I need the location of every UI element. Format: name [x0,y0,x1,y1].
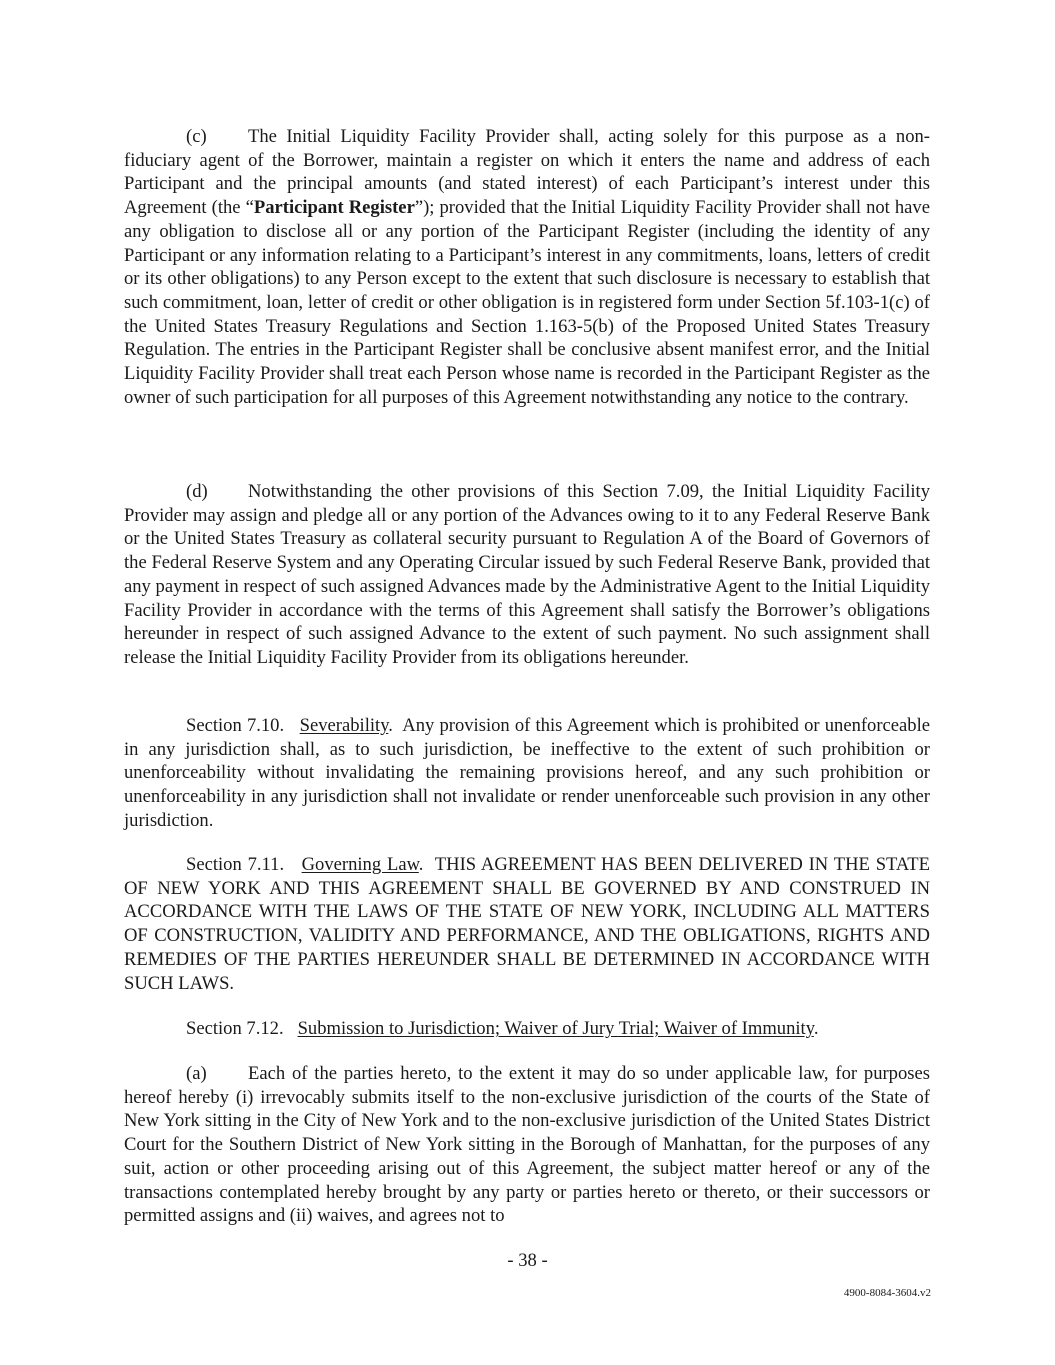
section-7-12-heading: Submission to Jurisdiction; Waiver of Jury Trial; Waiver of Immunity [297,1018,814,1039]
participant-register-term: Participant Register [253,197,415,219]
section-7-12: Section 7.12. Submission to Jurisdiction; Waiver of Jury Trial; Waiver of Immunity. [186,1018,819,1039]
paragraph-d-label: (d) [186,481,208,502]
paragraph-c-label: (c) [186,126,207,147]
section-7-12-number: Section 7.12. [186,1018,284,1039]
paragraph-d [124,480,930,670]
section-7-11-number: Section 7.11. [186,854,285,875]
section-7-10-text: Any provision of this Agreement which is prohibited or unenforceable in any jurisdiction shall, as to such jurisdiction, be ineffective to the extent of such prohibition or unenforceability without invalidating the remaining provisions hereof, and any such prohibition or unenforceability in any jurisdiction shall not invalidate or render unenforceable such provision in any other jurisdiction. [124,715,931,831]
section-7-10: Section 7.10. Severability. Any provision of this Agreement which is prohibited or unenforceable in any jurisdiction shall, as to such jurisdiction, be ineffective to the extent of such prohibition or unenforceability without invalidating the remaining provisions hereof, and any such prohibition or unenforceability in any jurisdiction shall not invalidate or render unenforceable such provision in any other jurisdiction. [124,715,931,831]
section-7-11-heading: Governing Law [301,854,419,875]
document-id: 4900-8084-3604.v2 [843,1287,931,1299]
paragraph-c-text-2: ”); provided that the Initial Liquidity Facility Provider shall not have any obligation to disclose all or any portion of the Participant Register (including the identity of any Participant or any information relating to a Participant’s interest in any commitments, loans, letters of credit or its other obligations) to any Person except to the extent that such disclosure is necessary to establish that such commitment, loan, letter of credit or other obligation is in registered form under Section 5f.103-1(c) of the United States Treasury Regulations and Section 1.163-5(b) of the Proposed United States Treasury Regulation. The entries in the Participant Register shall be conclusive absent manifest error, and the Initial Liquidity Facility Provider shall treat each Person whose name is recorded in the Participant Register as the owner of such participation for all purposes of this Agreement notwithstanding any notice to the contrary. [124,197,930,408]
paragraph-a-text: Each of the parties hereto, to the extent it may do so under applicable law, for purposes hereof hereby (i) irrevocably submits itself to the non-exclusive jurisdiction of the courts of the State of New York sitting in the City of New York and to the non-exclusive jurisdiction of the United States District Court for the Southern District of New York sitting in the Borough of Manhattan, for the purposes of any suit, action or other proceeding arising out of this Agreement, the subject matter hereof or any of the transactions contemplated hereby brought by any party or parties hereto or thereto, or their successors or permitted assigns and (ii) waives, and agrees not to [124,1063,930,1227]
page-number: - 38 - [507,1250,548,1271]
paragraph-d-text: Notwithstanding the other provisions of this Section 7.09, the Initial Liquidity Facility Provider may assign and pledge all or any portion of the Advances owing to it to any Federal Reserve Bank or the United States Treasury as collateral security pursuant to Regulation A of the Board of Governors of the Federal Reserve System and any Operating Circular issued by such Federal Reserve Bank, provided that any payment in respect of such assigned Advances made by the Administrative Agent to the Initial Liquidity Facility Provider in accordance with the terms of this Agreement shall satisfy the Borrower’s obligations hereunder in respect of such assigned Advance to the extent of such payment. No such assignment shall release the Initial Liquidity Facility Provider from its obligations hereunder. [124,481,930,668]
paragraph-c [124,125,930,409]
paragraph-c-text-1: The Initial Liquidity Facility Provider shall, acting solely for this purpose as a non-fiduciary agent of the Borrower, maintain a register on which it enters the name and address of each Participant and the principal amounts (and stated interest) of each Participant’s interest under this Agreement (the “ [124,126,930,219]
section-7-11: Section 7.11. Governing Law. THIS AGREEMENT HAS BEEN DELIVERED IN THE STATE OF NEW YORK AND THIS AGREEMENT SHALL BE GOVERNED BY AND CONSTRUED IN ACCORDANCE WITH THE LAWS OF THE STATE OF NEW YORK, INCLUDING ALL MATTERS OF CONSTRUCTION, VALIDITY AND PERFORMANCE, AND THE OBLIGATIONS, RIGHTS AND REMEDIES OF THE PARTIES HEREUNDER SHALL BE DETERMINED IN ACCORDANCE WITH SUCH LAWS. [124,854,930,994]
paragraph-a [124,1062,930,1228]
paragraph-a-label: (a) [186,1063,207,1084]
section-7-10-heading: Severability [299,715,389,736]
section-7-11-text: THIS AGREEMENT HAS BEEN DELIVERED IN THE STATE OF NEW YORK AND THIS AGREEMENT SHALL BE GOVERNED BY AND CONSTRUED IN ACCORDANCE WITH THE LAWS OF THE STATE OF NEW YORK, INCLUDING ALL MATTERS OF CONSTRUCTION, VALIDITY AND PERFORMANCE, AND THE OBLIGATIONS, RIGHTS AND REMEDIES OF THE PARTIES HEREUNDER SHALL BE DETERMINED IN ACCORDANCE WITH SUCH LAWS. [124,854,930,994]
section-7-10-number: Section 7.10. [186,715,285,736]
